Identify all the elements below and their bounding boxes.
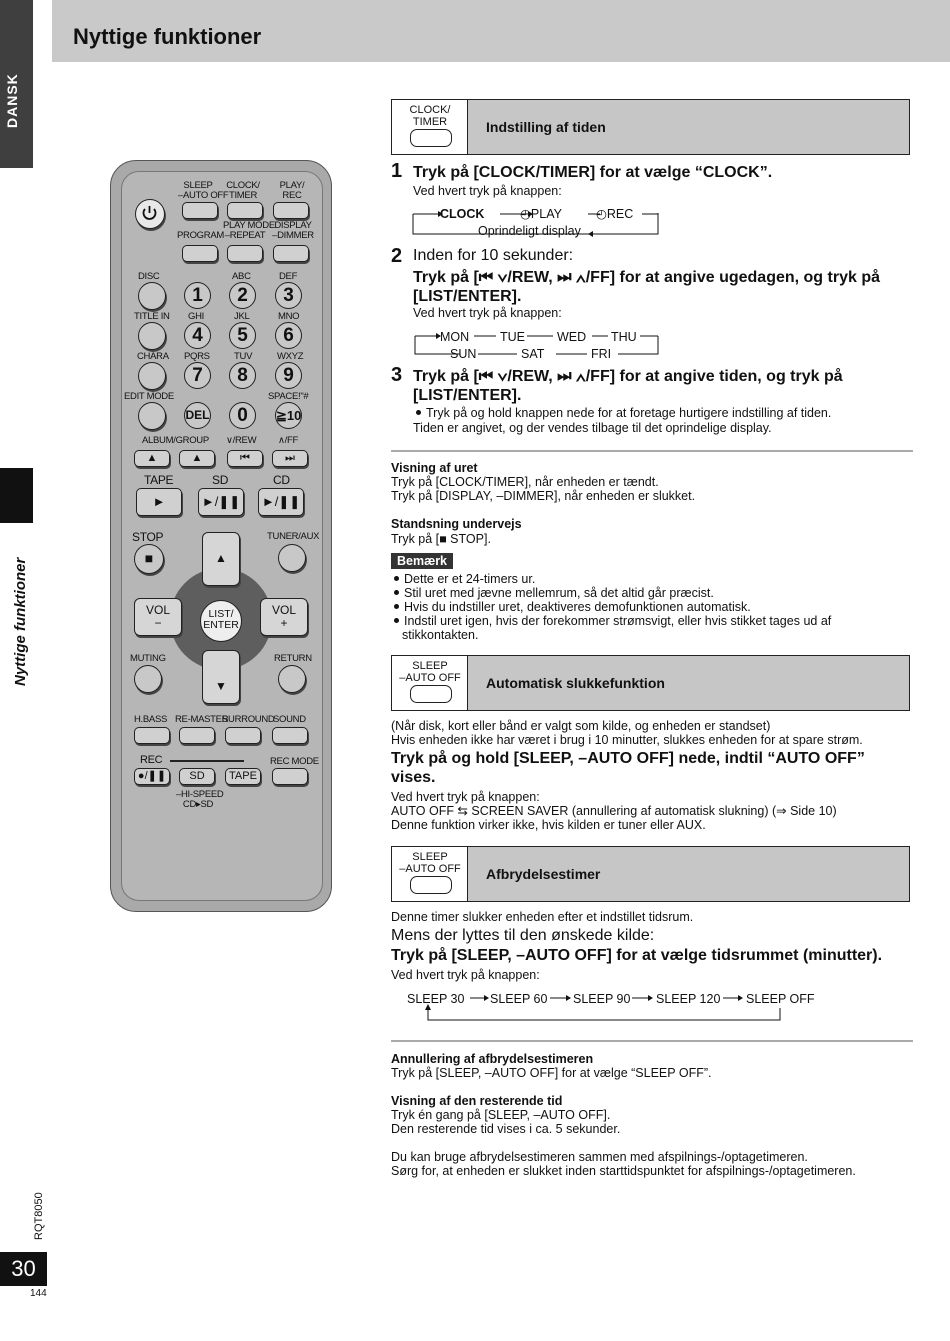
rec-line bbox=[170, 760, 244, 762]
step-3-bullet bbox=[413, 406, 831, 420]
autooff-section-title: Automatisk slukkefunktion bbox=[486, 675, 665, 691]
day-mon: MON bbox=[440, 330, 470, 344]
bullet-dot bbox=[394, 590, 399, 595]
step-1-number: 1 bbox=[391, 160, 403, 182]
step-2-sub: Ved hvert tryk på knappen: bbox=[413, 306, 562, 320]
clock-section-title: Indstilling af tiden bbox=[486, 119, 606, 135]
note-item bbox=[391, 586, 714, 600]
surround-label: SURROUND bbox=[222, 714, 275, 725]
play-rec-label: PLAY/ REC bbox=[279, 180, 305, 201]
remaster-button[interactable] bbox=[179, 727, 215, 744]
page-sub-number: 144 bbox=[30, 1288, 47, 1299]
clock-timer-button[interactable] bbox=[227, 202, 263, 219]
playmode-label: PLAY MODE –REPEAT bbox=[223, 220, 275, 241]
autooff-instruction: Tryk på og hold [SLEEP, –AUTO OFF] nede, indtil “AUTO OFF” vises. bbox=[391, 750, 865, 786]
cd-label: CD bbox=[273, 473, 290, 487]
vol-up-button[interactable]: VOL + bbox=[260, 598, 308, 636]
step-1-text: Tryk på [CLOCK/TIMER] for at vælge “CLOCK”. bbox=[413, 164, 773, 181]
day-sun: SUN bbox=[450, 347, 477, 361]
remote-buttons bbox=[110, 160, 332, 912]
sleep-instruction: Tryk på [SLEEP, –AUTO OFF] for at vælge tidsrummet (minutter). bbox=[391, 947, 883, 964]
sd-label: SD bbox=[212, 473, 229, 487]
sleep-timer-button-icon bbox=[410, 876, 452, 894]
sleep-line-1: Denne timer slukker enheden efter et indstillet tidsrum. bbox=[391, 910, 694, 924]
sleep-30: SLEEP 30 bbox=[407, 992, 465, 1006]
rew-skip-button[interactable]: ⏮ bbox=[227, 450, 263, 467]
rec-mode-button[interactable] bbox=[272, 768, 308, 785]
stop-label: STOP bbox=[132, 530, 164, 544]
cycle-clock: CLOCK bbox=[440, 207, 485, 221]
final-line-2: Sørg for, at enheden er slukket inden starttidspunktet for afspilnings-/optagetimeren. bbox=[391, 1164, 856, 1178]
language-tab bbox=[0, 0, 33, 168]
bullet-dot bbox=[394, 618, 399, 623]
sd-play-button[interactable]: ►/❚❚ bbox=[198, 488, 244, 516]
edit-mode-button[interactable] bbox=[138, 402, 166, 430]
wxyz-label: WXYZ bbox=[277, 351, 304, 362]
ff-label: ∧/FF bbox=[278, 435, 298, 446]
step-3-bullet-text: Tryk på og hold knappen nede for at foretage hurtigere indstilling af tiden. bbox=[426, 406, 832, 420]
disc-button[interactable] bbox=[138, 282, 166, 310]
autooff-sub: Ved hvert tryk på knappen: bbox=[391, 790, 540, 804]
playmode-button[interactable] bbox=[227, 245, 263, 262]
tape-play-button[interactable]: ► bbox=[136, 488, 182, 516]
muting-label: MUTING bbox=[130, 653, 166, 664]
display-button[interactable] bbox=[273, 245, 309, 262]
autooff-section-box bbox=[391, 655, 910, 711]
clock-timer-button-icon bbox=[410, 129, 452, 147]
clock-label: CLOCK/ TIMER bbox=[226, 180, 260, 201]
mno-label: MNO bbox=[278, 311, 300, 322]
section-marker bbox=[0, 468, 33, 523]
vol-down-button[interactable]: VOL − bbox=[134, 598, 182, 636]
sleep-pre: Mens der lyttes til den ønskede kilde: bbox=[391, 927, 655, 944]
play-rec-button[interactable] bbox=[273, 202, 309, 219]
page-number: 30 bbox=[0, 1252, 47, 1286]
viewing-line-1: Tryk på [CLOCK/TIMER], når enheden er tændt. bbox=[391, 475, 659, 489]
page-title: Nyttige funktioner bbox=[73, 24, 262, 49]
rec-label: REC bbox=[140, 754, 163, 766]
step-2-text: Tryk på [⏮ ∨/REW, ⏭ ∧/FF] for at angive ugedagen, og tryk på [LIST/ENTER]. bbox=[413, 269, 880, 305]
autooff-button-area bbox=[392, 656, 468, 710]
note-item-continued: stikkontakten. bbox=[402, 628, 479, 642]
tape-rec-button[interactable]: TAPE bbox=[225, 768, 261, 785]
down-button[interactable]: ▼ bbox=[202, 650, 240, 704]
day-thu: THU bbox=[611, 330, 637, 344]
tuner-aux-button[interactable] bbox=[278, 544, 306, 572]
note-item-text: Hvis du indstiller uret, deaktiveres demofunktionen automatisk. bbox=[404, 600, 751, 614]
sleep-label: SLEEP –AUTO OFF bbox=[178, 180, 229, 201]
del-button[interactable]: DEL bbox=[184, 402, 211, 429]
step-3-text: Tryk på [⏮ ∨/REW, ⏭ ∧/FF] for at angive tiden, og tryk på [LIST/ENTER]. bbox=[413, 368, 843, 404]
list-enter-button[interactable]: LIST/ ENTER bbox=[200, 600, 242, 642]
note-item-text: Indstil uret igen, hvis der forekommer strømsvigt, eller hvis stikket tages ud af bbox=[404, 614, 832, 628]
final-line-1: Du kan bruge afbrydelsestimeren sammen med afspilnings-/optagetimeren. bbox=[391, 1150, 808, 1164]
up-button[interactable]: ▲ bbox=[202, 532, 240, 586]
viewing-title: Visning af uret bbox=[391, 461, 478, 475]
rec-mode-label: REC MODE bbox=[270, 756, 319, 767]
sleep-off: SLEEP OFF bbox=[746, 992, 815, 1006]
sleep-timer-label: SLEEP –AUTO OFF bbox=[399, 851, 461, 875]
sleep-autooff-label: SLEEP –AUTO OFF bbox=[399, 660, 461, 684]
cd-play-button[interactable]: ►/❚❚ bbox=[258, 488, 304, 516]
album-group-label: ALBUM/GROUP bbox=[142, 435, 209, 446]
day-tue: TUE bbox=[500, 330, 525, 344]
title-in-label: TITLE IN bbox=[134, 311, 170, 322]
stop-title: Standsning undervejs bbox=[391, 517, 522, 531]
ge10-button[interactable]: ≧10 bbox=[275, 402, 302, 429]
num-9-button[interactable]: 9 bbox=[275, 362, 302, 389]
note-item-text: Stil uret med jævne mellemrum, så det altid går præcist. bbox=[404, 586, 714, 600]
bullet-dot bbox=[416, 410, 421, 415]
abc-label: ABC bbox=[232, 271, 251, 282]
rec-button[interactable]: ●/❚❚ bbox=[134, 768, 170, 785]
sound-label: SOUND bbox=[273, 714, 306, 725]
sound-button[interactable] bbox=[272, 727, 308, 744]
stop-button[interactable]: ■ bbox=[134, 544, 164, 574]
hispeed-label: –HI-SPEED CD▸SD bbox=[176, 789, 224, 810]
clock-button-area bbox=[392, 100, 468, 154]
program-label: PROGRAM bbox=[177, 230, 224, 241]
sleep-section-box bbox=[391, 846, 910, 902]
remaster-label: RE-MASTER bbox=[175, 714, 229, 725]
clock-timer-label: CLOCK/ TIMER bbox=[409, 104, 451, 128]
edit-mode-label: EDIT MODE bbox=[124, 391, 174, 402]
num-0-button[interactable]: 0 bbox=[229, 402, 256, 429]
power-button[interactable] bbox=[135, 199, 165, 229]
language-label: DANSK bbox=[4, 73, 20, 128]
step-2-pre: Inden for 10 sekunder: bbox=[413, 247, 574, 264]
power-icon bbox=[136, 200, 163, 227]
note-item bbox=[391, 614, 831, 628]
autooff-line-1: (Når disk, kort eller bånd er valgt som kilde, og enheden er standset) bbox=[391, 719, 771, 733]
cycle-rec: ◴REC bbox=[596, 207, 634, 221]
num-3-button[interactable]: 3 bbox=[275, 282, 302, 309]
title-in-button[interactable] bbox=[138, 322, 166, 350]
return-label: RETURN bbox=[274, 653, 312, 664]
bullet-dot bbox=[394, 576, 399, 581]
remain-line-2: Den resterende tid vises i ca. 5 sekunder. bbox=[391, 1122, 621, 1136]
tuner-label: TUNER/AUX bbox=[267, 531, 320, 542]
cycle-play: ◴PLAY bbox=[520, 207, 562, 221]
sleep-button-area bbox=[392, 847, 468, 901]
ff-skip-button[interactable]: ⏭ bbox=[272, 450, 308, 467]
remain-line-1: Tryk én gang på [SLEEP, –AUTO OFF]. bbox=[391, 1108, 611, 1122]
num-4-button[interactable]: 4 bbox=[184, 322, 211, 349]
hbass-label: H.BASS bbox=[134, 714, 168, 725]
stop-text: Tryk på [■ STOP]. bbox=[391, 532, 491, 546]
tuv-label: TUV bbox=[234, 351, 253, 362]
album-up-button[interactable]: ▲ bbox=[179, 450, 215, 467]
viewing-line-2: Tryk på [DISPLAY, –DIMMER], når enheden er slukket. bbox=[391, 489, 696, 503]
step-3-note: Tiden er angivet, og der vendes tilbage til det oprindelige display. bbox=[413, 421, 772, 435]
divider bbox=[391, 1040, 913, 1042]
sleep-button-icon bbox=[410, 685, 452, 703]
page-header bbox=[52, 0, 950, 62]
sleep-120: SLEEP 120 bbox=[656, 992, 721, 1006]
surround-button[interactable] bbox=[225, 727, 261, 744]
hbass-button[interactable] bbox=[134, 727, 170, 744]
chara-button[interactable] bbox=[138, 362, 166, 390]
sleep-60: SLEEP 60 bbox=[490, 992, 548, 1006]
day-wed: WED bbox=[557, 330, 587, 344]
step-1-sub: Ved hvert tryk på knappen: bbox=[413, 184, 562, 198]
sleep-section-title: Afbrydelsestimer bbox=[486, 866, 601, 882]
program-button[interactable] bbox=[182, 245, 218, 262]
bullet-dot bbox=[394, 604, 399, 609]
note-item bbox=[391, 600, 751, 614]
num-1-button[interactable]: 1 bbox=[184, 282, 211, 309]
sleep-90: SLEEP 90 bbox=[573, 992, 631, 1006]
disc-label: DISC bbox=[138, 271, 160, 282]
muting-button[interactable] bbox=[134, 665, 162, 693]
def-label: DEF bbox=[279, 271, 298, 282]
cancel-text: Tryk på [SLEEP, –AUTO OFF] for at vælge “SLEEP OFF”. bbox=[391, 1066, 712, 1080]
num-7-button[interactable]: 7 bbox=[184, 362, 211, 389]
clock-section-box bbox=[391, 99, 910, 155]
autooff-cycle: AUTO OFF ⇆ SCREEN SAVER (annullering af automatisk slukning) (⇒ Side 10) bbox=[391, 804, 837, 818]
sd-rec-button[interactable]: SD bbox=[179, 768, 215, 785]
num-5-button[interactable]: 5 bbox=[229, 322, 256, 349]
ghi-label: GHI bbox=[188, 311, 204, 322]
doc-code: RQT8050 bbox=[33, 1192, 45, 1240]
divider bbox=[391, 450, 913, 452]
chara-label: CHARA bbox=[137, 351, 169, 362]
cycle-original: Oprindeligt display bbox=[478, 224, 581, 238]
space-label: SPACE!"# bbox=[268, 391, 309, 402]
note-item-text: Dette er et 24-timers ur. bbox=[404, 572, 536, 586]
num-6-button[interactable]: 6 bbox=[275, 322, 302, 349]
section-side-label: Nyttige funktioner bbox=[12, 557, 29, 686]
return-button[interactable] bbox=[278, 665, 306, 693]
cancel-title: Annullering af afbrydelsestimeren bbox=[391, 1052, 594, 1066]
step-3-number: 3 bbox=[391, 364, 403, 386]
step-2-number: 2 bbox=[391, 245, 403, 267]
note-badge: Bemærk bbox=[391, 553, 453, 569]
display-label: DISPLAY –DIMMER bbox=[272, 220, 314, 241]
jkl-label: JKL bbox=[234, 311, 250, 322]
sleep-sub: Ved hvert tryk på knappen: bbox=[391, 968, 540, 982]
rew-label: ∨/REW bbox=[226, 435, 257, 446]
autooff-note: Denne funktion virker ikke, hvis kilden er tuner eller AUX. bbox=[391, 818, 706, 832]
note-item bbox=[391, 572, 535, 586]
tape-label: TAPE bbox=[144, 473, 174, 487]
num-2-button[interactable]: 2 bbox=[229, 282, 256, 309]
autooff-line-2: Hvis enheden ikke har været i brug i 10 minutter, slukkes enheden for at spare strøm. bbox=[391, 733, 863, 747]
sleep-button[interactable] bbox=[182, 202, 218, 219]
pqrs-label: PQRS bbox=[184, 351, 210, 362]
remain-title: Visning af den resterende tid bbox=[391, 1094, 563, 1108]
album-down-button[interactable]: ▲ bbox=[134, 450, 170, 467]
num-8-button[interactable]: 8 bbox=[229, 362, 256, 389]
day-fri: FRI bbox=[591, 347, 612, 361]
day-sat: SAT bbox=[521, 347, 545, 361]
